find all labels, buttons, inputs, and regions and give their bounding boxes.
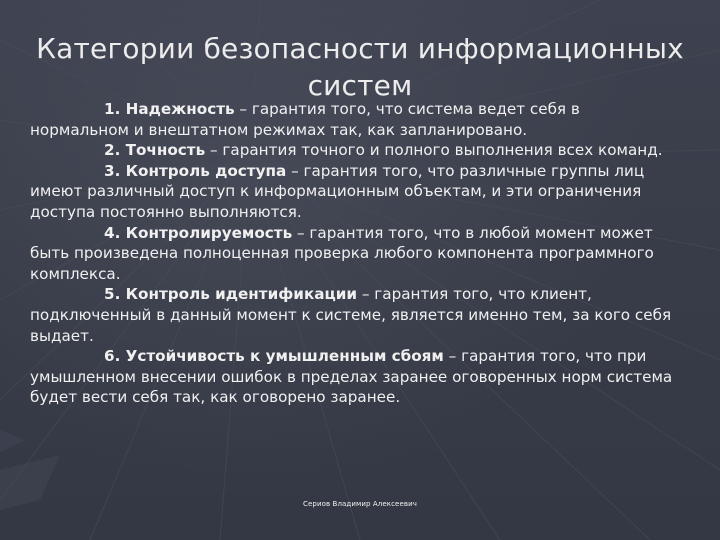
term-controllability: 4. Контролируемость (104, 223, 293, 242)
slide-title: Категории безопасности информационных систем (36, 32, 684, 102)
author-footer: Сериов Владимир Алексеевич (303, 500, 417, 508)
term-accuracy: 2. Точность (104, 141, 206, 160)
definition-fault-resistance: – гарантия того, что при умышленном внесении ошибок в пределах заранее оговоренных норм система будет вести себя так, как оговорено заранее. (30, 347, 673, 407)
list-item-identification-control (30, 284, 680, 346)
list-item-controllability (30, 223, 680, 285)
definition-identification-control: – гарантия того, что клиент, подключенный в данный момент к системе, является именно тем, за кого себя выдает. (30, 285, 672, 345)
term-identification-control: 5. Контроль идентификации (104, 285, 358, 304)
definition-reliability: – гарантия того, что система ведет себя в нормальном и внештатном режимах так, как запланировано. (30, 100, 580, 139)
term-reliability: 1. Надежность (104, 100, 235, 118)
term-fault-resistance: 6. Устойчивость к умышленным сбоям (104, 347, 444, 366)
list-item-access-control (30, 161, 680, 223)
list-item-accuracy (30, 140, 680, 161)
list-item-fault-resistance (30, 346, 680, 408)
definition-controllability: – гарантия того, что в любой момент может быть произведена полноценная проверка любого компонента программного комплекса. (30, 223, 654, 283)
definition-accuracy: – гарантия точного и полного выполнения всех команд. (205, 141, 663, 160)
definition-access-control: – гарантия того, что различные группы лиц имеют различный доступ к информационным объектам, и эти ограничения доступа постоянно выполняются. (30, 161, 645, 221)
list-item-reliability (30, 99, 680, 140)
term-access-control: 3. Контроль доступа (104, 161, 287, 180)
content-body (30, 99, 680, 408)
